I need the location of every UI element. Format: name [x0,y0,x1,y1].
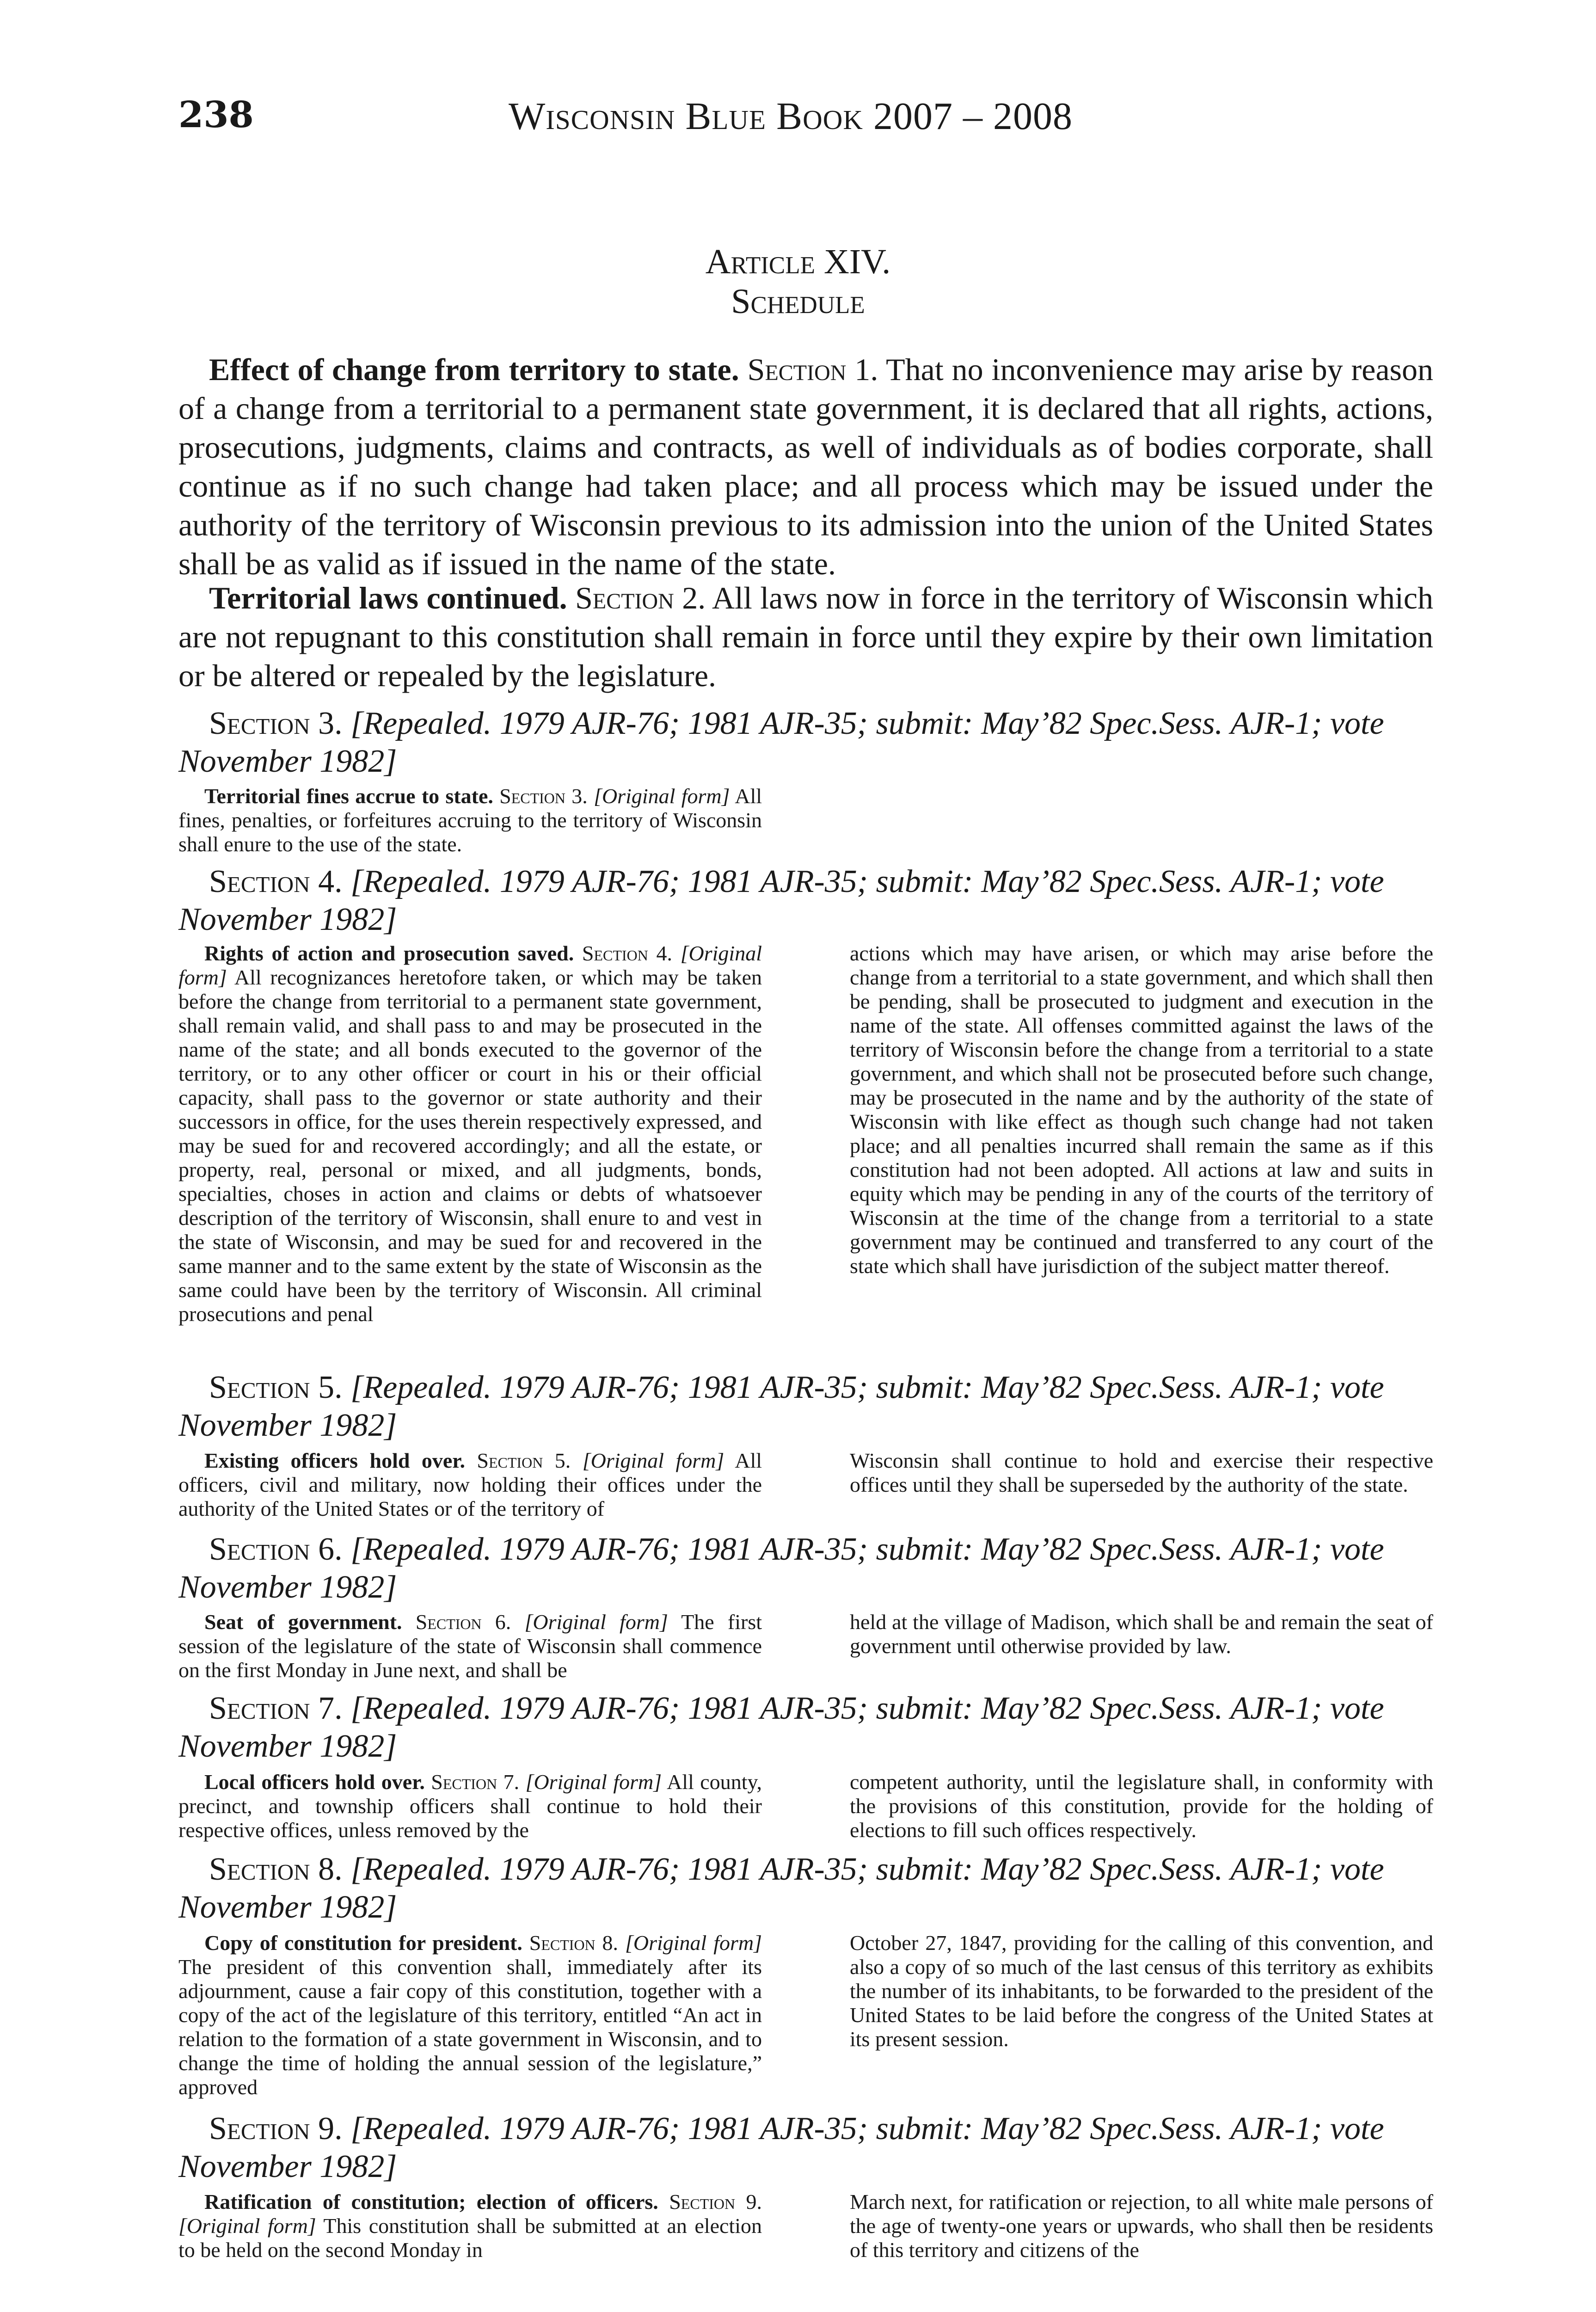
repeal-note: [Repealed. 1979 AJR-76; 1981 AJR-35; submit: May’82 Spec.Sess. AJR-1; vote November 1982] [178,2111,1384,2184]
section-7-original-right [850,1770,1433,1842]
page-number: 238 [178,94,254,136]
section-1-heading: Effect of change from territory to state. [209,352,739,387]
article-subtitle: Schedule [731,282,865,321]
section-8-original-right [850,1931,1433,2051]
section-7-repeal [178,1690,1433,1765]
section-1-body: That no inconvenience may arise by reason of a change from a territorial to a permanent state government, it is declared that all rights, actions, prosecutions, judgments, claims and contracts, as well of individuals as of bodies corporate, shall continue as if no such change had taken place; and all process which may be issued under the authority of the territory of Wisconsin previous to its admission into the union of the United States shall be as valid as if issued in the name of the state. [178,352,1433,581]
section-3-original-body: All fines, penalties, or forfeitures accruing to the territory of Wisconsin shall enure to the use of the state. [178,784,762,856]
article-title: Article XIV. [705,242,891,281]
original-form-label: [Original form] [525,1770,662,1794]
section-4-original-heading: Rights of action and prosecution saved. [204,941,574,965]
section-5-original-right [850,1449,1433,1497]
section-3-original-heading: Territorial fines accrue to state. [204,784,493,808]
section-3-number: Section 3. [209,706,343,741]
repeal-note: [Repealed. 1979 AJR-76; 1981 AJR-35; submit: May’82 Spec.Sess. AJR-1; vote November 1982] [178,864,1384,937]
section-4-original-body-left: All recognizances heretofore taken, or which may be taken before the change from territorial to a permanent state government, shall remain valid, and shall pass to and may be prosecuted in the name of the state; and all bonds executed to the governor of the territory, or to any other officer or court in his or their official capacity, shall pass to the governor or state authority and their successors in office, for the uses therein respectively expressed, and may be sued for and recovered accordingly; and all the estate, or property, real, personal or mixed, and all judgments, bonds, specialties, choses in action and claims or debts of whatsoever description of the territory of Wisconsin, shall enure to and vest in the state of Wisconsin, and may be sued for and recovered in the same manner and to the same extent by the state of Wisconsin as the same could have been by the territory of Wisconsin. All criminal prosecutions and penal [178,965,762,1326]
section-4-original-left [178,941,762,1326]
section-7-original-body-left: All county, precinct, and township officers shall continue to hold their respective offices, unless removed by the [178,1770,762,1842]
section-4-repeal [178,863,1433,939]
section-2-paragraph [178,578,1433,695]
section-8-original-number: Section 8. [529,1931,619,1955]
repeal-note: [Repealed. 1979 AJR-76; 1981 AJR-35; submit: May’82 Spec.Sess. AJR-1; vote November 1982] [178,1691,1384,1764]
section-9-number: Section 9. [209,2111,343,2146]
section-5-original-body-right: Wisconsin shall continue to hold and exercise their respective offices until they shall be superseded by the authority of the state. [850,1449,1433,1496]
section-9-repeal [178,2110,1433,2186]
section-5-original-left [178,1449,762,1521]
section-2-number: Section 2. [575,580,706,615]
section-4-number: Section 4. [209,864,343,899]
section-7-original-left [178,1770,762,1842]
section-8-original-left [178,1931,762,2099]
section-3-original-form [178,784,762,856]
section-6-original-body-right: held at the village of Madison, which shall be and remain the seat of government until otherwise provided by law. [850,1610,1433,1658]
original-form-label: [Original form] [582,1449,724,1472]
repeal-note: [Repealed. 1979 AJR-76; 1981 AJR-35; submit: May’82 Spec.Sess. AJR-1; vote November 1982] [178,1531,1384,1605]
section-8-original-body-right: October 27, 1847, providing for the calling of this convention, and also a copy of so much of the last census of this territory as exhibits the number of its inhabitants, to be forwarded to the president of the United States to be laid before the congress of the United States at its present session. [850,1931,1433,2051]
section-6-original-number: Section 6. [415,1610,511,1634]
repeal-note: [Repealed. 1979 AJR-76; 1981 AJR-35; submit: May’82 Spec.Sess. AJR-1; vote November 1982] [178,1851,1384,1925]
section-5-number: Section 5. [209,1370,343,1405]
section-5-original-number: Section 5. [477,1449,571,1472]
section-6-original-body-left: The first session of the legislature of the state of Wisconsin shall commence on the first Monday in June next, and shall be [178,1610,762,1682]
section-7-original-body-right: competent authority, until the legislature shall, in conformity with the provisions of this constitution, provide for the holding of elections to fill such offices respectively. [850,1770,1433,1842]
section-5-original-body-left: All officers, civil and military, now holding their offices under the authority of the United States or of the territory of [178,1449,762,1520]
original-form-label: [Original form] [524,1610,668,1634]
original-form-label: [Original form] [594,784,730,808]
section-8-repeal [178,1851,1433,1926]
section-4-original-number: Section 4. [582,941,672,965]
section-3-original-number: Section 3. [499,784,588,808]
section-9-original-left [178,2190,762,2262]
section-9-original-heading: Ratification of constitution; election of officers. [204,2190,658,2214]
section-6-number: Section 6. [209,1531,343,1567]
section-9-original-body-right: March next, for ratification or rejection, to all white male persons of the age of twenty-one years or upwards, who shall then be residents of this territory and citizens of the [850,2190,1433,2262]
section-3-repeal [178,705,1433,781]
section-5-repeal [178,1369,1433,1445]
repeal-note: [Repealed. 1979 AJR-76; 1981 AJR-35; submit: May’82 Spec.Sess. AJR-1; vote November 1982] [178,1370,1384,1443]
section-4-original-right [850,941,1433,1278]
section-7-original-number: Section 7. [431,1770,520,1794]
section-6-repeal [178,1531,1433,1606]
section-9-original-right [850,2190,1433,2262]
section-2-body: All laws now in force in the territory of Wisconsin which are not repugnant to this constitution shall remain in force until they expire by their own limitation or be altered or repealed by the legislature. [178,580,1433,693]
repeal-note: [Repealed. 1979 AJR-76; 1981 AJR-35; submit: May’82 Spec.Sess. AJR-1; vote November 1982] [178,706,1384,779]
running-header: Wisconsin Blue Book 2007 – 2008 [509,95,1073,138]
section-6-original-heading: Seat of government. [204,1610,402,1634]
section-8-original-body-left: The president of this convention shall, immediately after its adjournment, cause a fair copy of this constitution, together with a copy of the act of the legislature of this territory, entitled “An act in relation to the formation of a state government in Wisconsin, and to change the time of holding the annual session of the legislature,” approved [178,1955,762,2099]
original-form-label: [Original form] [625,1931,762,1955]
section-6-original-left [178,1610,762,1682]
section-9-original-body-left: This constitution shall be submitted at an election to be held on the second Monday in [178,2214,762,2262]
original-form-label: [Original form] [178,2214,316,2238]
section-7-number: Section 7. [209,1691,343,1726]
section-1-number: Section 1. [747,352,878,387]
section-2-heading: Territorial laws continued. [209,580,567,615]
section-5-original-heading: Existing officers hold over. [204,1449,465,1472]
section-1-paragraph [178,350,1433,583]
section-9-original-number: Section 9. [669,2190,762,2214]
section-4-original-body-right: actions which may have arisen, or which may arise before the change from a territorial to a state government, and which shall then be pending, shall be prosecuted to judgment and execution in the name of the state. All offenses committed against the laws of the territory of Wisconsin before the change from a territorial to a state government, and which shall not be prosecuted before such change, may be prosecuted in the name and by the authority of the state of Wisconsin with like effect as though such change had not taken place; and all penalties incurred shall remain the same as if this constitution had not been adopted. All actions at law and suits in equity which may be pending in any of the courts of the territory of Wisconsin at the time of the change from a territorial to a state government may be continued and transferred to any court of the state which shall have jurisdiction of the subject matter thereof. [850,941,1433,1278]
section-6-original-right [850,1610,1433,1658]
section-8-original-heading: Copy of constitution for president. [204,1931,522,1955]
original-form-label: [Original form] [178,941,762,989]
section-7-original-heading: Local officers hold over. [204,1770,425,1794]
section-8-number: Section 8. [209,1851,343,1887]
